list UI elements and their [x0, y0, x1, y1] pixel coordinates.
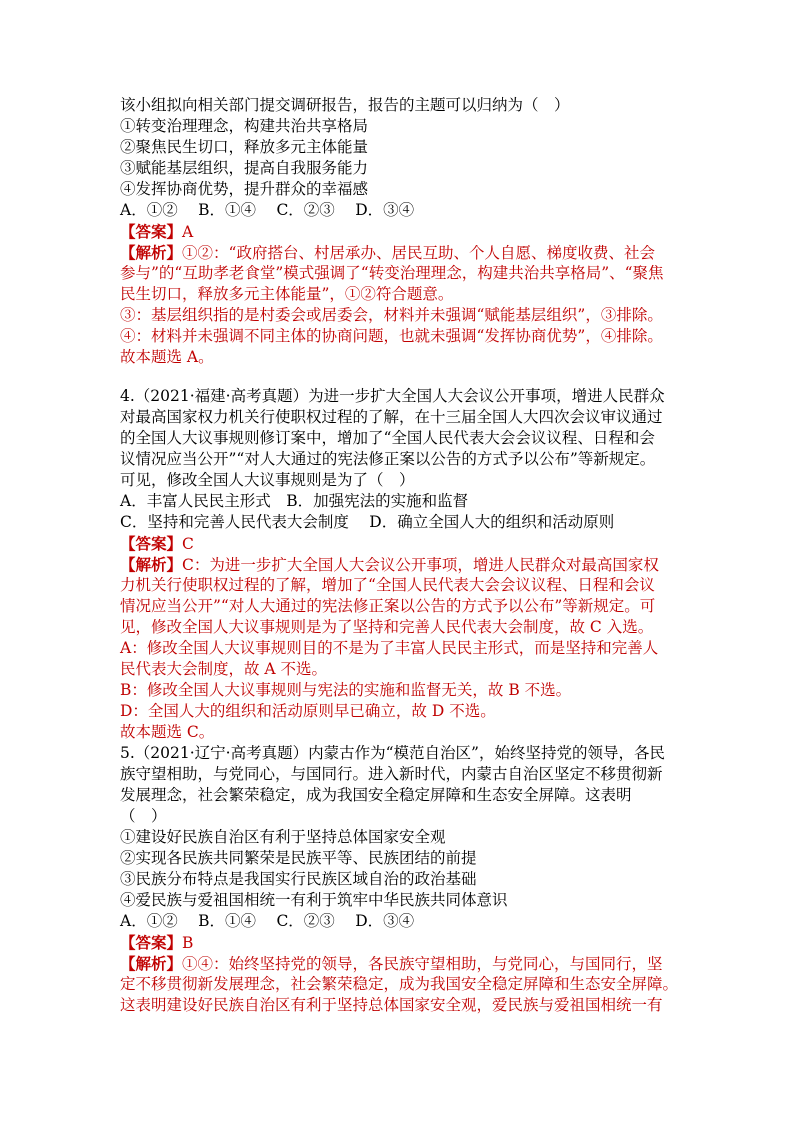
q4-analysis-line-9: 故本题选 C。 — [120, 723, 215, 741]
q3-analysis-line-6: 故本题选 A。 — [120, 348, 214, 366]
q5-analysis-line-1 — [120, 953, 663, 975]
analysis-text: ①④：始终坚持党的领导，各民族守望相助，与党同心，与国同行，坚 — [182, 955, 663, 973]
q4-analysis-line-2: 力机关行使职权过程的了解，增加了“全国人民代表大会会议议程、日程和会议 — [120, 576, 655, 594]
q5-option-2: ②实现各民族共同繁荣是民族平等、民族团结的前提 — [120, 849, 477, 867]
q3-stem: 该小组拟向相关部门提交调研报告，报告的主题可以归纳为（ ） — [120, 96, 570, 114]
q5-option-4: ④爱民族与爱祖国相统一有利于筑牢中华民族共同体意识 — [120, 891, 508, 909]
q5-choices: A．①② B．①④ C．②③ D．③④ — [120, 912, 415, 930]
q5-stem-line-4: （ ） — [120, 807, 167, 825]
q4-analysis-line-1 — [120, 554, 659, 576]
answer-tag: 【答案】 — [120, 222, 183, 241]
q4-choices-line-2: C．坚持和完善人民代表大会制度 D．确立全国人大的组织和活动原则 — [120, 513, 615, 531]
analysis-text: ①②：“政府搭台、村居承办、居民互助、个人自愿、梯度收费、社会 — [182, 244, 655, 262]
q3-analysis-line-4: ③：基层组织指的是村委会或居委会，材料并未强调“赋能基层组织”，③排除。 — [120, 306, 663, 324]
q5-stem-line-1: 5.（2021·辽宁·高考真题）内蒙古作为“模范自治区”，始终坚持党的领导，各民 — [120, 744, 665, 762]
answer-value: A — [182, 223, 194, 241]
q4-stem-line-2: 对最高国家权力机关行使职权过程的了解，在十三届全国人大四次会议审议通过 — [120, 408, 663, 426]
q3-analysis-line-1 — [120, 242, 655, 264]
q5-analysis-line-2: 定不移贯彻新发展理念，社会繁荣稳定，成为我国安全稳定屏障和生态安全屏障。 — [120, 975, 679, 993]
analysis-text: C：为进一步扩大全国人大会议公开事项，增进人民群众对最高国家权 — [182, 556, 659, 574]
q3-option-3: ③赋能基层组织，提高自我服务能力 — [120, 159, 369, 177]
q4-analysis-line-6: 民代表大会制度，故 A 不选。 — [120, 660, 328, 678]
answer-value: B — [182, 934, 194, 952]
q3-answer — [120, 221, 193, 243]
q5-answer — [120, 932, 193, 954]
q4-analysis-line-8: D：全国人大的组织和活动原则早已确立，故 D 不选。 — [120, 702, 496, 720]
q3-analysis-line-5: ④：材料并未强调不同主体的协商问题，也就未强调“发挥协商优势”，④排除。 — [120, 327, 663, 345]
analysis-tag: 【解析】 — [120, 243, 183, 262]
q4-answer — [120, 533, 194, 555]
analysis-tag: 【解析】 — [120, 954, 183, 973]
q4-analysis-line-3: 情况应当公开”“对人大通过的宪法修正案以公告的方式予以公布”等新规定。可 — [120, 597, 656, 615]
q5-option-1: ①建设好民族自治区有利于坚持总体国家安全观 — [120, 828, 446, 846]
q4-choices-line-1: A．丰富人民民主形式 B．加强宪法的实施和监督 — [120, 492, 469, 510]
q4-analysis-line-5: A：修改全国人大议事规则目的不是为了丰富人民民主形式，而是坚持和完善人 — [120, 639, 659, 657]
q5-analysis-line-3: 这表明建设好民族自治区有利于坚持总体国家安全观，爱民族与爱祖国相统一有 — [120, 996, 663, 1014]
q3-option-2: ②聚焦民生切口，释放多元主体能量 — [120, 138, 369, 156]
q5-stem-line-3: 发展理念，社会繁荣稳定，成为我国安全稳定屏障和生态安全屏障。这表明 — [120, 786, 632, 804]
q5-stem-line-2: 族守望相助，与党同心，与国同行。进入新时代，内蒙古自治区坚定不移贯彻新 — [120, 765, 663, 783]
q3-analysis-line-3: 民生切口，释放多元主体能量”，①②符合题意。 — [120, 285, 454, 303]
q4-stem-line-5: 可见，修改全国人大议事规则是为了（ ） — [120, 471, 415, 489]
q4-stem-line-1: 4.（2021·福建·高考真题）为进一步扩大全国人大会议公开事项，增进人民群众 — [120, 387, 665, 405]
answer-tag: 【答案】 — [120, 933, 183, 952]
answer-value: C — [182, 535, 194, 553]
q3-option-4: ④发挥协商优势，提升群众的幸福感 — [120, 180, 369, 198]
q4-analysis-line-4: 见，修改全国人大议事规则是为了坚持和完善人民代表大会制度，故 C 入选。 — [120, 618, 654, 636]
analysis-tag: 【解析】 — [120, 555, 183, 574]
q4-stem-line-3: 的全国人大议事规则修订案中，增加了“全国人民代表大会会议议程、日程和会 — [120, 429, 655, 447]
q3-option-1: ①转变治理理念，构建共治共享格局 — [120, 117, 369, 135]
q4-stem-line-4: 议情况应当公开”“对人大通过的宪法修正案以公告的方式予以公布”等新规定。 — [120, 450, 656, 468]
q3-analysis-line-2: 参与”的“互助孝老食堂”模式强调了“转变治理理念，构建共治共享格局”、“聚焦 — [120, 264, 664, 282]
q5-option-3: ③民族分布特点是我国实行民族区域自治的政治基础 — [120, 870, 477, 888]
answer-tag: 【答案】 — [120, 534, 183, 553]
q3-choices: A．①② B．①④ C．②③ D．③④ — [120, 201, 415, 219]
q4-analysis-line-7: B：修改全国人大议事规则与宪法的实施和监督无关，故 B 不选。 — [120, 681, 572, 699]
